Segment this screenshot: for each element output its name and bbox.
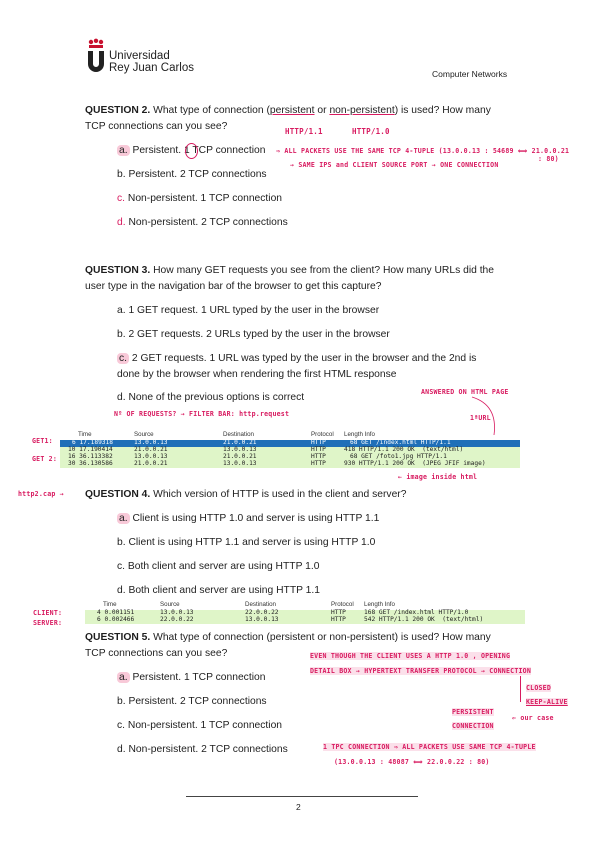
q3-option-d-text: None of the previous options is correct [125,392,305,403]
q4-option-b[interactable] [117,536,375,550]
q3-option-d-letter: d. [117,392,126,403]
q2-option-b-text: Persistent. 2 TCP connections [125,169,267,180]
question-2-text-b: ) is used? How many [394,105,491,116]
note-persistent: PERSISTENT [452,708,494,716]
q5-option-b-letter: b. [117,696,126,707]
note-get2: GET 2: [32,455,58,463]
q3-option-c-line2: done by the browser when rendering the first HTML response [117,369,397,380]
q2-option-a-text: Persistent. 1 TCP connection [129,145,266,156]
q4-option-c-letter: c. [117,561,126,572]
q2-option-d-letter: d. [117,217,126,228]
q2-option-a-letter: a. [119,145,128,156]
note-even-though: EVEN THOUGH THE CLIENT USES A HTTP 1.0 , OPENING [310,652,511,660]
question-4-label: QUESTION 4. [85,489,151,500]
q3-option-c[interactable] [117,352,476,366]
q4-option-d[interactable] [117,584,320,598]
question-3-line2: user type in the navigation bar of the browser to get this capture? [85,281,382,292]
question-2-label: QUESTION 2. [85,105,151,116]
q3-option-b[interactable] [117,328,390,342]
question-5-label: QUESTION 5. [85,632,151,643]
question-5-line2: TCP connections can you see? [85,648,228,659]
note-server: SERVER: [33,619,63,627]
q5-option-d[interactable] [117,743,288,757]
q2-option-c[interactable] [117,192,282,206]
q5-option-a[interactable] [117,671,265,685]
q4-option-d-text: Both client and server are using HTTP 1.1 [125,585,320,596]
q5-option-c[interactable] [117,719,282,733]
note-keep-alive: KEEP-ALIVE [526,698,568,706]
q5-option-b-text: Persistent. 2 TCP connections [125,696,267,707]
q2-note-same-ips: → SAME IPS and CLIENT SOURCE PORT → ONE CONNECTION [290,161,499,169]
page-number: 2 [296,802,301,812]
question-2-text-a: What type of connection ( [153,105,270,116]
q2-option-b-letter: b. [117,169,126,180]
non-persistent-word: non-persistent [329,105,395,116]
question-4-text: Which version of HTTP is used in the client and server? [153,489,407,500]
q5-option-d-text: Non-persistent. 2 TCP connections [125,744,288,755]
q5-option-c-text: Non-persistent. 1 TCP connection [125,720,283,731]
note-closed: CLOSED [526,684,552,692]
course-title: Computer Networks [432,69,508,79]
bracket-line [520,676,521,702]
question-3-label: QUESTION 3. [85,265,151,276]
q3-option-b-text: 2 GET requests. 2 URLs typed by the user in the browser [125,329,390,340]
note-answered-html: ANSWERED ON HTML PAGE [421,388,509,396]
note-connection: CONNECTION [452,722,494,730]
capture-header: Time Source Destination Protocol Length Info [78,431,375,438]
question-5-line1 [85,630,491,647]
note-image-inside-html: ← image inside html [398,473,478,481]
note-one-tcp-connection: 1 TPC CONNECTION ⇒ ALL PACKETS USE SAME TCP 4-TUPLE [323,743,536,751]
q5-option-a-text: Persistent. 1 TCP connection [129,672,266,683]
q4-option-c-text: Both client and server are using HTTP 1.0 [125,561,320,572]
packet-capture-1 [60,432,520,474]
table-row[interactable]: 4 0.001151 13.0.0.13 22.0.0.22 HTTP 168 GET /index.html HTTP/1.0 [85,610,525,617]
note-client: CLIENT: [33,609,63,617]
question-3-text: How many GET requests you see from the client? How many URLs did the [153,265,495,276]
circle-mark [185,143,198,159]
university-name-line1: Universidad [109,50,170,62]
table-row[interactable]: 6 17.189318 13.0.0.13 21.0.0.21 HTTP 68 GET /index.html HTTP/1.1 [60,440,520,447]
q2-option-c-text: Non-persistent. 1 TCP connection [125,193,283,204]
table-row[interactable]: 30 36.130586 21.0.0.21 13.0.0.13 HTTP 930 HTTP/1.1 200 OK (JPEG JFIF image) [60,461,520,468]
question-4 [85,487,406,504]
capture-header: Time Source Destination Protocol Length Info [103,601,395,608]
question-2 [85,103,525,120]
note-get1: GET1: [32,437,53,445]
q2-option-c-letter: c. [117,193,126,204]
note-http11: HTTP/1.1 [285,127,323,136]
university-name-line2: Rey Juan Carlos [109,62,195,74]
note-our-case: ⇐ our case [512,714,554,722]
q3-option-d[interactable] [117,391,304,405]
q3-option-c-text: 2 GET requests. 1 URL was typed by the user in the browser and the 2nd is [129,353,477,364]
q4-option-a[interactable] [117,512,379,526]
q2-note-tuple-b: : 80) [538,155,559,163]
q2-option-b[interactable] [117,168,267,182]
q5-option-c-letter: c. [117,720,126,731]
q4-option-c[interactable] [117,560,319,574]
q4-option-a-letter: a. [119,513,128,524]
note-detail-box: DETAIL BOX → HYPERTEXT TRANSFER PROTOCOL → CONNECTION [310,667,531,675]
q5-option-a-letter: a. [119,672,128,683]
question-3-line1 [85,263,494,280]
q4-option-d-letter: d. [117,585,126,596]
q4-option-b-letter: b. [117,537,126,548]
note-tuple-2: (13.0.0.13 : 48087 ⟺ 22.0.0.22 : 80) [334,758,490,766]
table-row[interactable]: 10 17.190414 21.0.0.21 13.0.0.13 HTTP 418 HTTP/1.1 200 OK (text/html) [60,447,520,454]
q3-option-a[interactable] [117,304,379,318]
note-http2-cap: http2.cap → [18,490,64,498]
note-http10: HTTP/1.0 [352,127,390,136]
q3-option-c-letter: c. [119,353,128,364]
q4-option-b-text: Client is using HTTP 1.1 and server is using HTTP 1.0 [125,537,376,548]
question-5-text: What type of connection (persistent or non-persistent) is used? How many [153,632,491,643]
q5-option-d-letter: d. [117,744,126,755]
q4-option-a-text: Client is using HTTP 1.0 and server is using HTTP 1.1 [129,513,380,524]
crown-logo-icon [85,38,107,74]
persistent-word: persistent [269,105,315,116]
footer-divider [186,796,418,797]
note-filter-bar: Nº OF REQUESTS? → FILTER BAR: http.request [114,410,290,418]
question-2-line2: TCP connections can you see? [85,121,228,132]
or-word: or [317,105,327,116]
note-first-url: 1ªURL [470,414,491,422]
q5-option-b[interactable] [117,695,267,709]
packet-capture-2 [85,602,525,628]
university-logo [85,38,195,78]
table-row[interactable]: 16 36.113382 13.0.0.13 21.0.0.21 HTTP 68 GET /foto1.jpg HTTP/1.1 [60,454,520,461]
q3-option-a-letter: a. [117,305,126,316]
q2-option-d[interactable] [117,216,288,230]
q2-option-d-text: Non-persistent. 2 TCP connections [125,217,288,228]
q3-option-a-text: 1 GET request. 1 URL typed by the user in the browser [125,305,380,316]
q2-note-tuple: ⇒ ALL PACKETS USE THE SAME TCP 4-TUPLE (13.0.0.13 : 54689 ⟺ 21.0.0.21 [276,147,570,155]
table-row[interactable]: 6 0.002466 22.0.0.22 13.0.0.13 HTTP 542 HTTP/1.1 200 OK (text/html) [85,617,525,624]
q3-option-b-letter: b. [117,329,126,340]
